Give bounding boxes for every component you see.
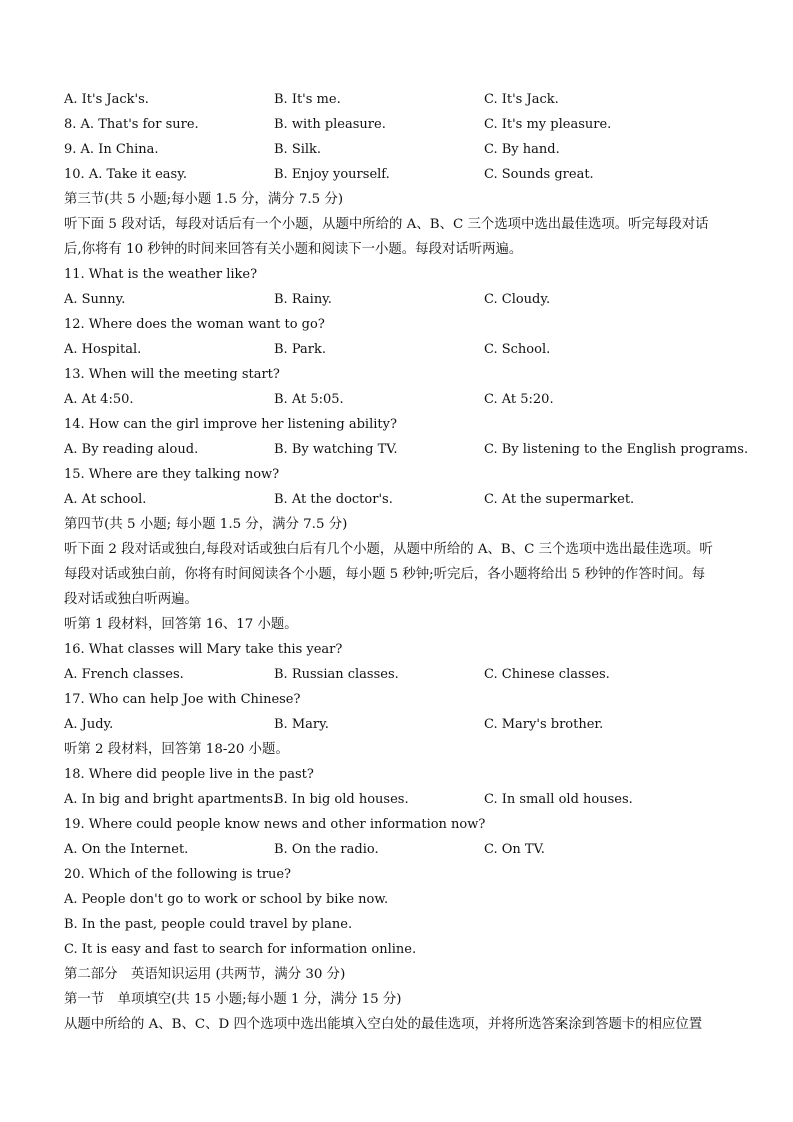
option-row: [64, 662, 734, 687]
option-a: A. In big and bright apartments.: [64, 792, 278, 807]
question-line: 15. Where are they talking now?: [64, 467, 280, 482]
option-c: C. It's my pleasure.: [484, 117, 612, 132]
option-c: C. By listening to the English programs.: [484, 442, 749, 457]
instruction-line: 每段对话或独白前，你将有时间阅读各个小题，每小题 5 秒钟;听完后，各小题将给出 5 秒钟的作答时间。每: [64, 567, 706, 582]
option-a: A. Hospital.: [64, 342, 142, 357]
instruction-line: 听下面 2 段对话或独白,每段对话或独白后有几个小题，从题中所给的 A、B、C 三个选项中选出最佳选项。听: [64, 542, 713, 557]
question-line: 12. Where does the woman want to go?: [64, 317, 325, 332]
option-b: B. Park.: [274, 342, 326, 357]
option-b: B. On the radio.: [274, 842, 379, 857]
instruction-line: 第三节(共 5 小题;每小题 1.5 分，满分 7.5 分): [64, 192, 344, 207]
question-line: 11. What is the weather like?: [64, 267, 258, 282]
option-c: C. At 5:20.: [484, 392, 554, 407]
question-line: 14. How can the girl improve her listening ability?: [64, 417, 397, 432]
option-row: [64, 837, 734, 862]
instruction-line: 听第 1 段材料，回答第 16、17 小题。: [64, 617, 298, 632]
question-line: 17. Who can help Joe with Chinese?: [64, 692, 301, 707]
option-a: 10. A. Take it easy.: [64, 167, 187, 182]
option-c: C. School.: [484, 342, 551, 357]
option-row: [64, 137, 734, 162]
question-line: C. It is easy and fast to search for information online.: [64, 942, 417, 957]
instruction-line: 从题中所给的 A、B、C、D 四个选项中选出能填入空白处的最佳选项，并将所选答案涂到答题卡的相应位置: [64, 1017, 703, 1032]
question-line: 13. When will the meeting start?: [64, 367, 280, 382]
option-a: A. At 4:50.: [64, 392, 134, 407]
option-b: B. At the doctor's.: [274, 492, 393, 507]
instruction-line: 后,你将有 10 秒钟的时间来回答有关小题和阅读下一小题。每段对话听两遍。: [64, 242, 523, 257]
option-b: B. At 5:05.: [274, 392, 344, 407]
option-b: B. with pleasure.: [274, 117, 386, 132]
instruction-line: 第四节(共 5 小题; 每小题 1.5 分，满分 7.5 分): [64, 517, 348, 532]
question-line: 20. Which of the following is true?: [64, 867, 292, 882]
option-c: C. Cloudy.: [484, 292, 551, 307]
instruction-line: 第二部分 英语知识运用 (共两节，满分 30 分): [64, 967, 346, 982]
instruction-line: 段对话或独白听两遍。: [64, 592, 198, 607]
option-c: C. Chinese classes.: [484, 667, 610, 682]
option-c: C. Sounds great.: [484, 167, 594, 182]
question-line: A. People don't go to work or school by bike now.: [64, 892, 389, 907]
option-a: A. French classes.: [64, 667, 184, 682]
option-a: 8. A. That's for sure.: [64, 117, 199, 132]
option-b: B. Silk.: [274, 142, 322, 157]
option-c: C. It's Jack.: [484, 92, 559, 107]
option-c: C. In small old houses.: [484, 792, 633, 807]
instruction-line: 第一节 单项填空(共 15 小题;每小题 1 分，满分 15 分): [64, 992, 402, 1007]
question-line: B. In the past, people could travel by plane.: [64, 917, 353, 932]
option-b: B. Enjoy yourself.: [274, 167, 390, 182]
option-row: [64, 712, 734, 737]
option-a: A. Judy.: [64, 717, 114, 732]
option-b: B. Rainy.: [274, 292, 332, 307]
option-row: [64, 112, 734, 137]
option-c: C. At the supermarket.: [484, 492, 635, 507]
option-a: 9. A. In China.: [64, 142, 159, 157]
option-c: C. On TV.: [484, 842, 545, 857]
option-a: A. On the Internet.: [64, 842, 189, 857]
instruction-line: 听下面 5 段对话，每段对话后有一个小题，从题中所给的 A、B、C 三个选项中选出最佳选项。听完每段对话: [64, 217, 709, 232]
option-row: [64, 337, 734, 362]
option-b: B. In big old houses.: [274, 792, 409, 807]
option-row: [64, 487, 734, 512]
option-a: A. By reading aloud.: [64, 442, 199, 457]
option-b: B. Mary.: [274, 717, 329, 732]
option-c: C. Mary's brother.: [484, 717, 604, 732]
option-row: [64, 437, 749, 462]
option-row: [64, 162, 734, 187]
question-line: 18. Where did people live in the past?: [64, 767, 314, 782]
option-b: B. Russian classes.: [274, 667, 399, 682]
option-row: [64, 787, 734, 812]
option-row: [64, 387, 734, 412]
question-line: 19. Where could people know news and other information now?: [64, 817, 486, 832]
option-c: C. By hand.: [484, 142, 560, 157]
option-a: A. At school.: [64, 492, 147, 507]
option-b: B. By watching TV.: [274, 442, 398, 457]
option-row: [64, 287, 734, 312]
option-a: A. Sunny.: [64, 292, 126, 307]
question-line: 16. What classes will Mary take this year?: [64, 642, 343, 657]
option-row: [64, 87, 734, 112]
option-b: B. It's me.: [274, 92, 341, 107]
option-a: A. It's Jack's.: [64, 92, 149, 107]
instruction-line: 听第 2 段材料，回答第 18-20 小题。: [64, 742, 289, 757]
